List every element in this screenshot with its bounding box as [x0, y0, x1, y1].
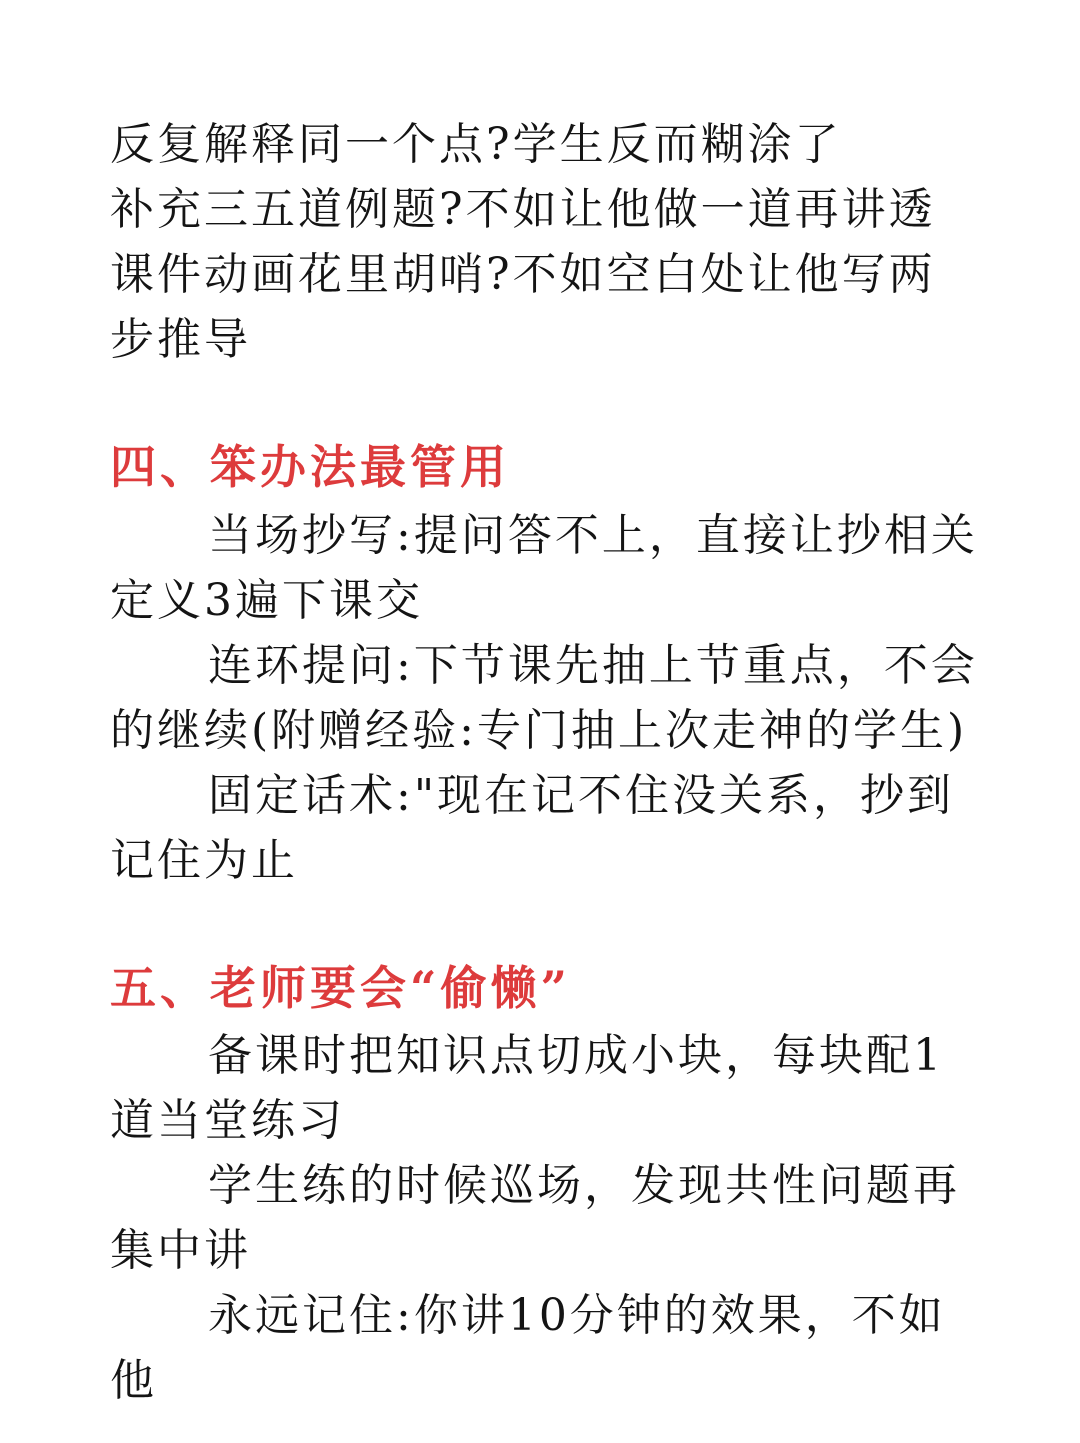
section-4-paragraph: 固定话术:"现在记不住没关系，抄到记住为止	[110, 770, 955, 886]
section-4-body	[110, 503, 980, 893]
section-5-body	[110, 1023, 980, 1413]
section-4-paragraph: 连环提问:下节课先抽上节重点，不会的继续(附赠经验:专门抽上次走神的学生)	[110, 640, 978, 756]
section-5-heading: 五、老师要会“偷懒”	[110, 961, 571, 1015]
intro-line-1: 反复解释同一个点?学生反而糊涂了	[110, 119, 842, 170]
section-5-paragraph: 学生练的时候巡场，发现共性问题再集中讲	[110, 1160, 960, 1276]
section-4-paragraph: 当场抄写:提问答不上，直接让抄相关定义3遍下课交	[110, 510, 978, 626]
intro-line-2: 补充三五道例题?不如让他做一道再讲透	[110, 184, 936, 235]
section-5-paragraph: 永远记住:你讲10分钟的效果，不如他	[110, 1290, 946, 1406]
intro-line-3: 课件动画花里胡哨?不如空白处让他写两步推导	[110, 249, 936, 365]
intro-block	[110, 112, 980, 372]
section-4-heading: 四、笨办法最管用	[110, 440, 510, 494]
section-5-paragraph: 备课时把知识点切成小块，每块配1道当堂练习	[110, 1030, 944, 1146]
